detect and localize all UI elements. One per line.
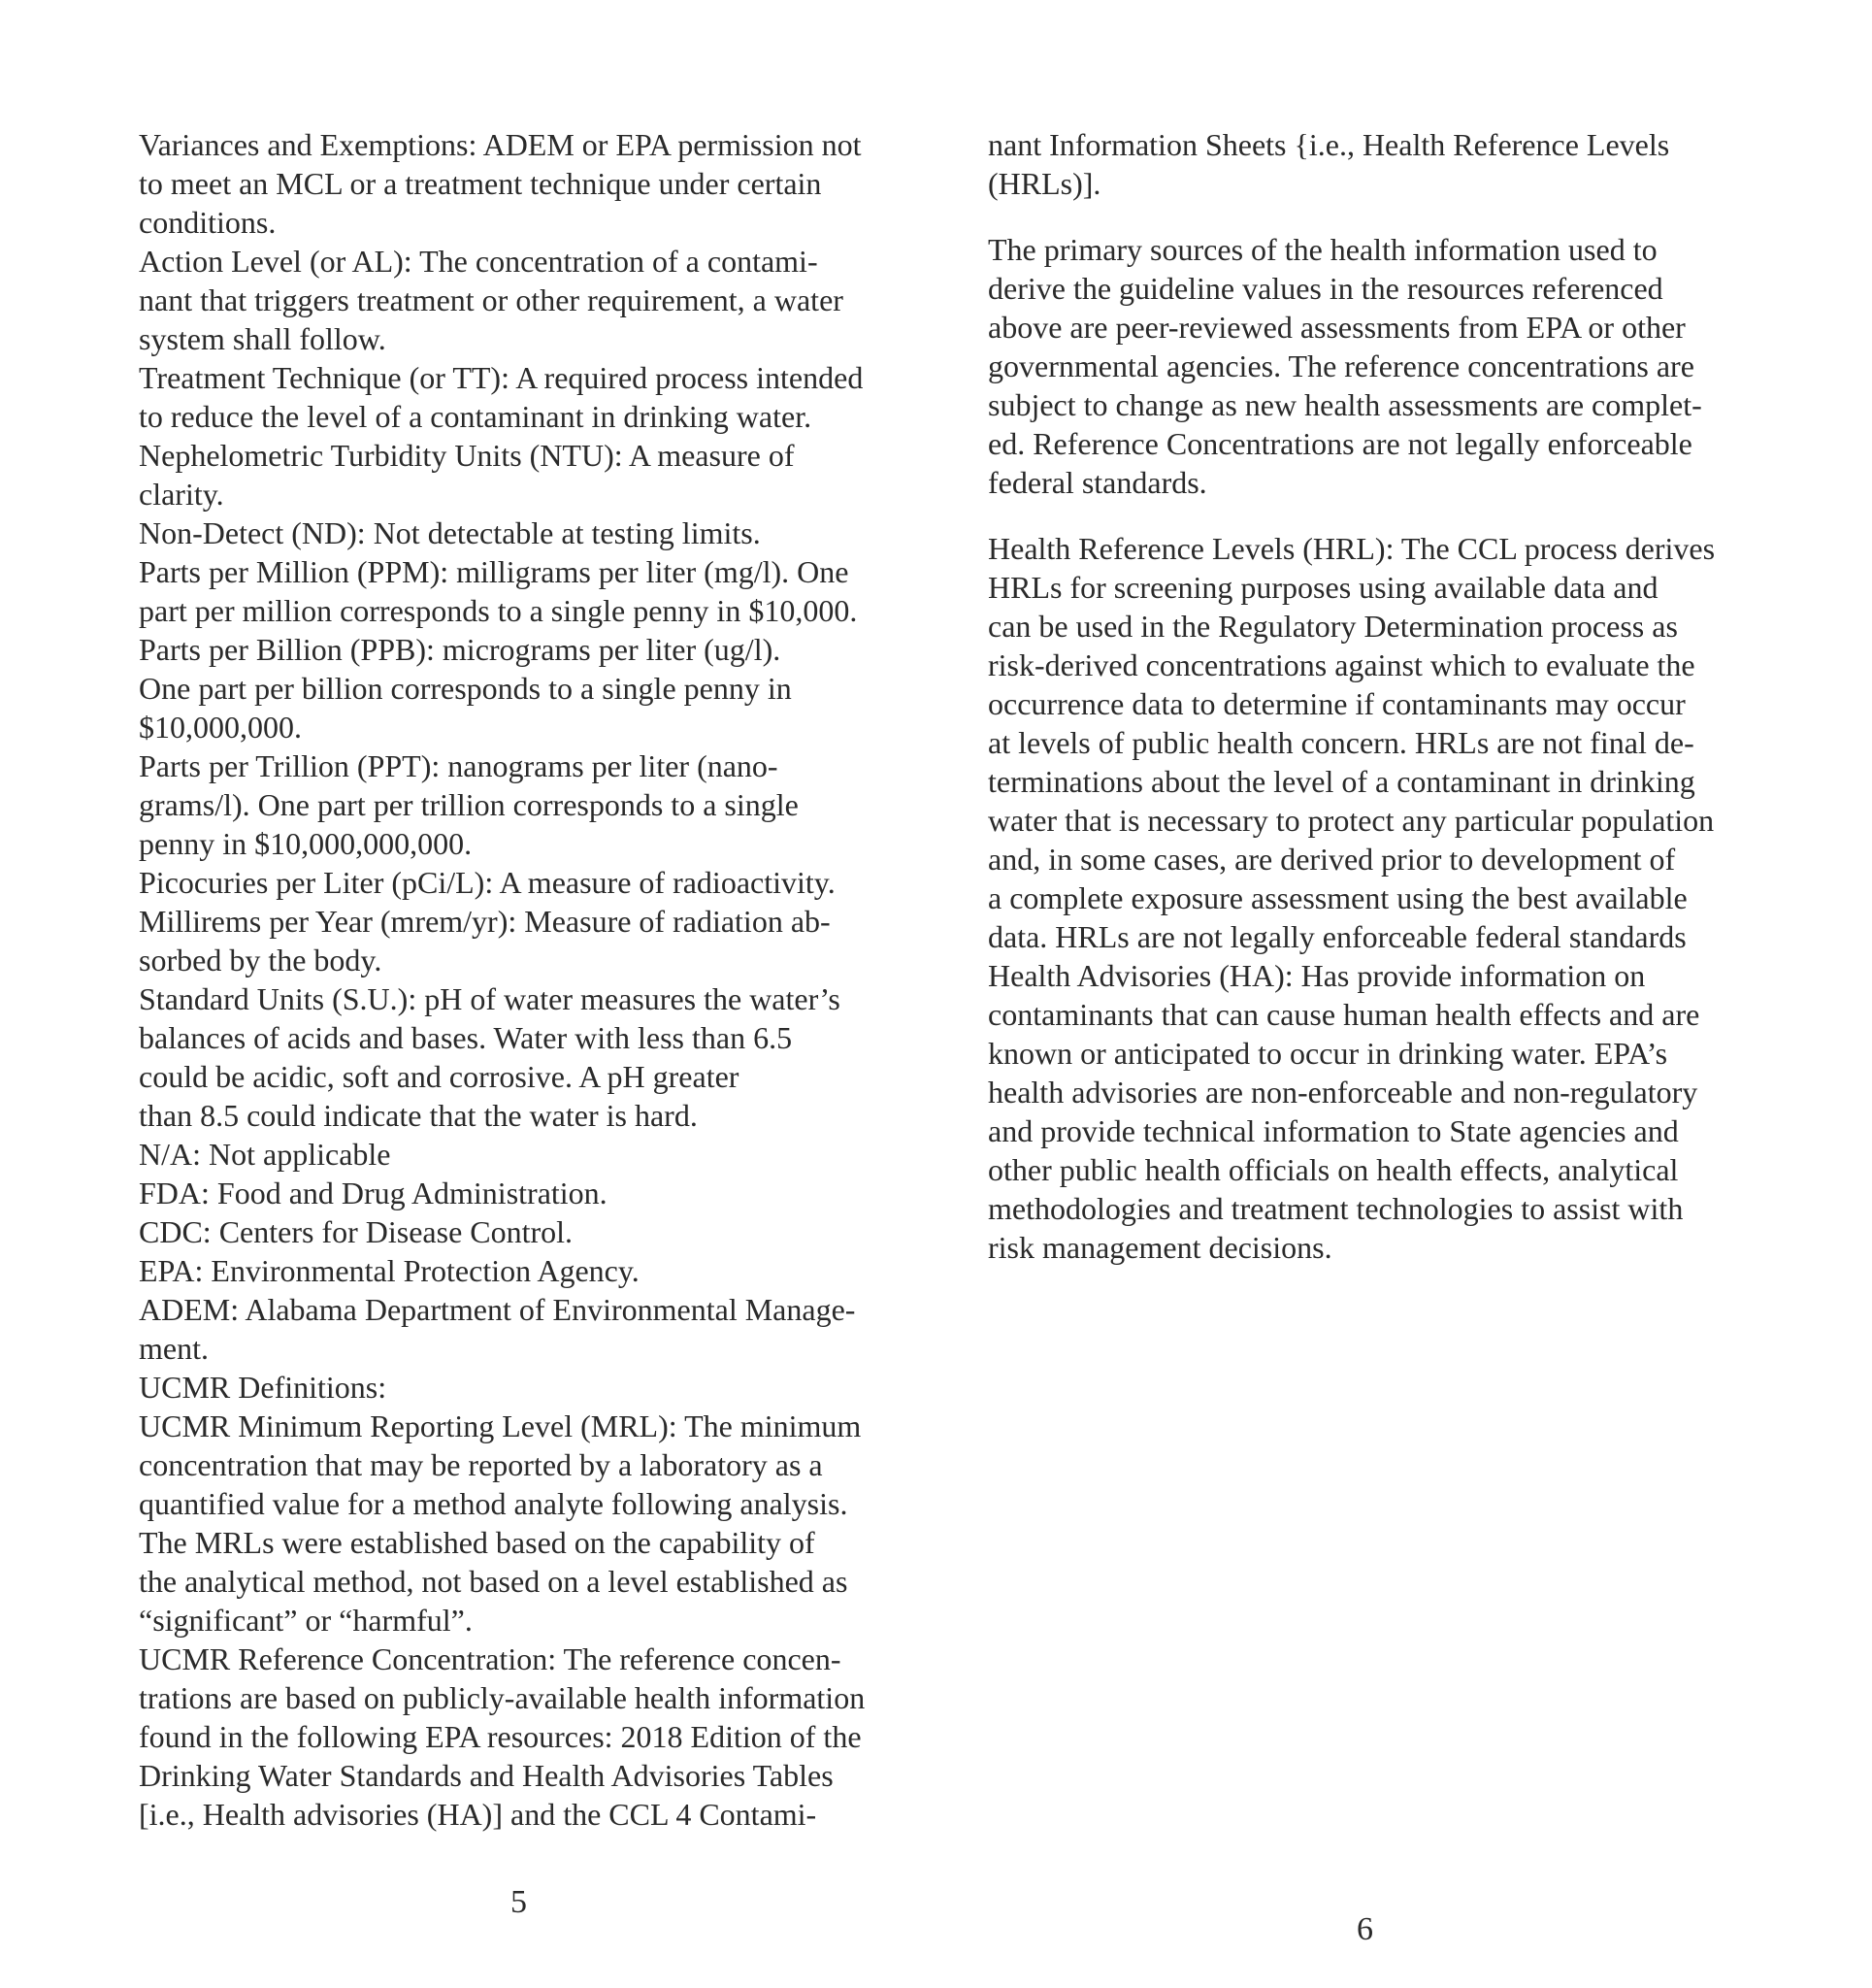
text-line: to meet an MCL or a treatment technique under certain <box>139 166 822 201</box>
text-line: than 8.5 could indicate that the water is hard. <box>139 1098 698 1133</box>
text-line: to reduce the level of a contaminant in drinking water. <box>139 399 812 434</box>
text-line: and provide technical information to State agencies and <box>988 1113 1679 1148</box>
text-line: conditions. <box>139 205 277 240</box>
text-line: Parts per Billion (PPB): micrograms per liter (ug/l). <box>139 632 781 667</box>
text-line: could be acidic, soft and corrosive. A pH greater <box>139 1059 739 1094</box>
text-line: [i.e., Health advisories (HA)] and the CCL 4 Contami- <box>139 1797 817 1832</box>
right-page-text <box>988 125 1759 1267</box>
text-line: nant Information Sheets {i.e., Health Reference Levels <box>988 127 1670 162</box>
text-line: subject to change as new health assessments are complet- <box>988 387 1702 422</box>
text-line: CDC: Centers for Disease Control. <box>139 1214 574 1249</box>
text-line: FDA: Food and Drug Administration. <box>139 1176 608 1210</box>
text-line: Parts per Million (PPM): milligrams per liter (mg/l). One <box>139 554 849 589</box>
text-line: Parts per Trillion (PPT): nanograms per liter (nano- <box>139 748 778 783</box>
text-line: occurrence data to determine if contaminants may occur <box>988 686 1686 721</box>
text-line: data. HRLs are not legally enforceable federal standards <box>988 919 1687 954</box>
page-number-right: 6 <box>1357 1911 1373 1947</box>
text-line: sorbed by the body. <box>139 943 382 977</box>
text-line: concentration that may be reported by a laboratory as a <box>139 1447 823 1482</box>
text-line: Non-Detect (ND): Not detectable at testing limits. <box>139 515 761 550</box>
text-line: system shall follow. <box>139 321 386 356</box>
text-line: federal standards. <box>988 465 1207 500</box>
text-line: penny in $10,000,000,000. <box>139 826 473 861</box>
text-line: UCMR Definitions: <box>139 1370 387 1405</box>
text-line: nant that triggers treatment or other requirement, a water <box>139 282 843 317</box>
text-line: quantified value for a method analyte following analysis. <box>139 1486 848 1521</box>
text-line: EPA: Environmental Protection Agency. <box>139 1253 640 1288</box>
paragraph <box>988 230 1759 502</box>
text-line: Treatment Technique (or TT): A required process intended <box>139 360 864 395</box>
text-line: Health Advisories (HA): Has provide information on <box>988 958 1646 993</box>
paragraph <box>988 529 1759 1267</box>
text-line: Nephelometric Turbidity Units (NTU): A measure of <box>139 438 795 473</box>
text-line: derive the guideline values in the resources referenced <box>988 271 1663 306</box>
text-line: at levels of public health concern. HRLs are not final de- <box>988 725 1694 760</box>
text-line: ment. <box>139 1331 209 1366</box>
text-line: risk management decisions. <box>988 1230 1332 1265</box>
text-line: Standard Units (S.U.): pH of water measures the water’s <box>139 981 840 1016</box>
text-line: Picocuries per Liter (pCi/L): A measure of radioactivity. <box>139 865 836 900</box>
paragraph-gap <box>988 203 1759 230</box>
text-line: UCMR Reference Concentration: The reference concen- <box>139 1641 841 1676</box>
paragraph-gap <box>988 502 1759 529</box>
text-line: trations are based on publicly-available health information <box>139 1680 866 1715</box>
text-line: (HRLs)]. <box>988 166 1101 201</box>
text-line: governmental agencies. The reference concentrations are <box>988 348 1694 383</box>
text-line: risk-derived concentrations against which to evaluate the <box>988 647 1695 682</box>
left-page-text <box>139 125 905 1834</box>
text-line: ADEM: Alabama Department of Environmental Manage- <box>139 1292 856 1327</box>
text-line: other public health officials on health effects, analytical <box>988 1152 1679 1187</box>
text-line: grams/l). One part per trillion corresponds to a single <box>139 787 799 822</box>
text-line: Millirems per Year (mrem/yr): Measure of radiation ab- <box>139 904 831 939</box>
text-line: Variances and Exemptions: ADEM or EPA permission not <box>139 127 862 162</box>
text-line: terminations about the level of a contaminant in drinking <box>988 764 1695 799</box>
text-line: Action Level (or AL): The concentration of a contami- <box>139 244 818 279</box>
text-line: can be used in the Regulatory Determination process as <box>988 609 1678 644</box>
paragraph <box>988 125 1759 203</box>
text-line: health advisories are non-enforceable and non-regulatory <box>988 1075 1698 1110</box>
text-line: Drinking Water Standards and Health Advisories Tables <box>139 1758 834 1793</box>
text-line: found in the following EPA resources: 2018 Edition of the <box>139 1719 862 1754</box>
text-line: HRLs for screening purposes using available data and <box>988 570 1659 605</box>
text-line: the analytical method, not based on a level established as <box>139 1564 848 1599</box>
text-line: The primary sources of the health information used to <box>988 232 1658 267</box>
text-line: water that is necessary to protect any particular population <box>988 803 1715 838</box>
text-line: methodologies and treatment technologies to assist with <box>988 1191 1684 1226</box>
text-line: $10,000,000. <box>139 710 302 745</box>
text-line: and, in some cases, are derived prior to development of <box>988 842 1676 877</box>
text-line: N/A: Not applicable <box>139 1137 391 1172</box>
text-line: One part per billion corresponds to a single penny in <box>139 671 792 706</box>
text-line: The MRLs were established based on the capability of <box>139 1525 815 1560</box>
text-line: balances of acids and bases. Water with less than 6.5 <box>139 1020 793 1055</box>
text-line: UCMR Minimum Reporting Level (MRL): The minimum <box>139 1408 862 1443</box>
text-line: Health Reference Levels (HRL): The CCL process derives <box>988 531 1716 566</box>
text-line: known or anticipated to occur in drinking water. EPA’s <box>988 1036 1668 1071</box>
text-line: ed. Reference Concentrations are not legally enforceable <box>988 426 1692 461</box>
page-number-left: 5 <box>510 1884 527 1920</box>
text-line: a complete exposure assessment using the best available <box>988 880 1688 915</box>
text-line: “significant” or “harmful”. <box>139 1603 473 1638</box>
text-line: clarity. <box>139 477 224 512</box>
text-line: part per million corresponds to a single penny in $10,000. <box>139 593 858 628</box>
text-line: contaminants that can cause human health effects and are <box>988 997 1700 1032</box>
text-line: above are peer-reviewed assessments from EPA or other <box>988 310 1686 345</box>
